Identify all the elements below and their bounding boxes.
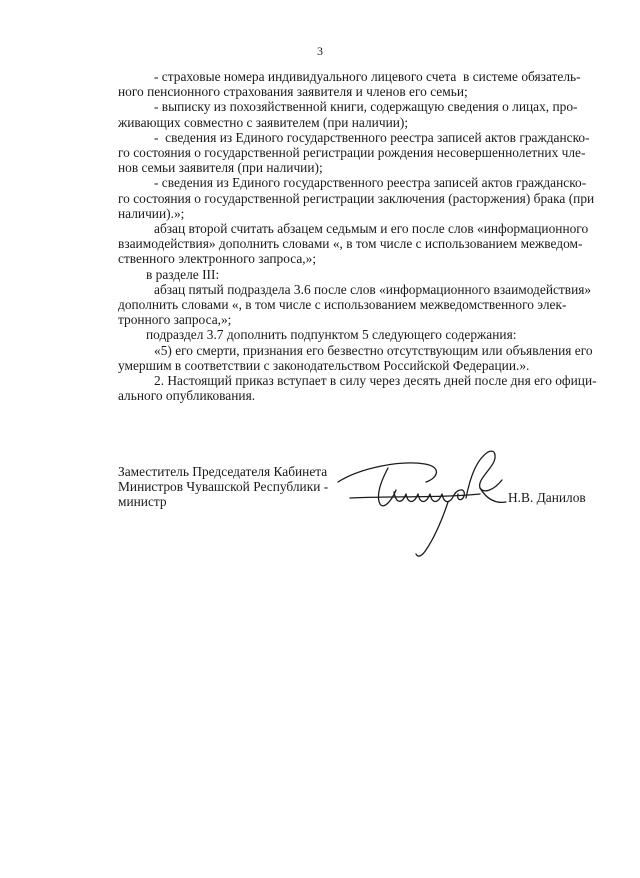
text-line: «5) его смерти, признания его безвестно отсутствующим или объявления его [154, 342, 593, 358]
signatory-name: Н.В. Данилов [508, 490, 586, 505]
signatory-position-line: Министров Чувашской Республики - [118, 479, 329, 495]
text-line: - сведения из Единого государственного реестра записей актов гражданско- [154, 175, 587, 191]
text-line: подраздел 3.7 дополнить подпунктом 5 следующего содержания: [146, 327, 517, 343]
text-line: - выписку из похозяйственной книги, содержащую сведения о лицах, про- [154, 99, 578, 115]
text-line: живающих совместно с заявителем (при наличии); [118, 114, 409, 130]
text-line: в разделе III: [146, 266, 220, 282]
text-line: нов семьи заявителя (при наличии); [118, 160, 323, 176]
text-line: ального опубликования. [118, 388, 256, 404]
text-line: наличии).»; [118, 205, 185, 221]
document-body [118, 69, 597, 404]
text-line: 2. Настоящий приказ вступает в силу через десять дней после дня его офици- [154, 373, 597, 389]
text-line: го состояния о государственной регистрации рождения несовершеннолетних чле- [118, 145, 586, 161]
text-line: абзац пятый подраздела 3.6 после слов «информационного взаимодействия» [154, 281, 592, 297]
text-line: умершим в соответствии с законодательством Российской Федерации.». [118, 357, 530, 373]
text-line: - сведения из Единого государственного реестра записей актов гражданско- [154, 129, 590, 145]
text-line: - страховые номера индивидуального лицевого счета в системе обязатель- [154, 69, 581, 84]
page-number: 3 [317, 44, 323, 58]
signatory-position-line: министр [118, 494, 167, 510]
text-line: взаимодействия» дополнить словами «, в том числе с использованием межведом- [118, 236, 583, 252]
text-line: дополнить словами «, в том числе с использованием межведомственного элек- [118, 297, 567, 313]
text-line: абзац второй считать абзацем седьмым и его после слов «информационного [154, 221, 589, 237]
handwritten-signature [330, 438, 510, 563]
text-line: ственного электронного запроса,»; [118, 251, 317, 267]
text-line: тронного запроса,»; [118, 312, 232, 328]
text-line: ного пенсионного страхования заявителя и членов его семьи; [118, 84, 468, 100]
text-line: го состояния о государственной регистрации заключения (расторжения) брака (при [118, 190, 595, 206]
signatory-position-line: Заместитель Председателя Кабинета [118, 464, 328, 479]
